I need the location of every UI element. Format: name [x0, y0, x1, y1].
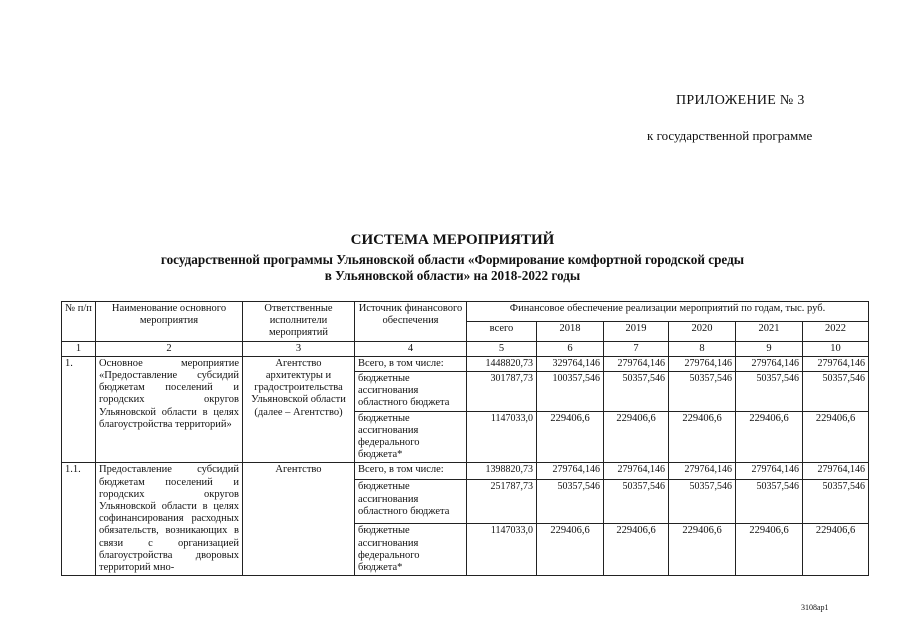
value-year: 279764,146 [669, 463, 736, 480]
value-total: 1448820,73 [467, 356, 537, 371]
value-year: 229406,6 [669, 524, 736, 576]
column-number: 9 [736, 341, 803, 356]
value-year: 229406,6 [803, 524, 869, 576]
document-title: СИСТЕМА МЕРОПРИЯТИЙ [350, 232, 555, 248]
funding-source: бюджетные ассигнования областного бюджета [355, 372, 467, 412]
column-number: 1 [62, 341, 96, 356]
responsible: Агентство [243, 463, 355, 576]
value-year: 279764,146 [537, 463, 604, 480]
table-row [62, 463, 869, 480]
value-total: 1398820,73 [467, 463, 537, 480]
header-responsible: Ответственные исполнители мероприятий [243, 302, 355, 342]
measure-name: Основное мероприятие «Предоставление субсидий бюджетам поселений и городских округов Ульяновской области в целях благоустройства территорий» [96, 356, 243, 463]
column-number: 3 [243, 341, 355, 356]
funding-source: бюджетные ассигнования областного бюджета [355, 480, 467, 524]
column-number: 2 [96, 341, 243, 356]
column-number: 10 [803, 341, 869, 356]
value-year: 50357,546 [537, 480, 604, 524]
value-year: 50357,546 [604, 372, 669, 412]
value-year: 279764,146 [736, 356, 803, 371]
subtitle-line-1: государственной программы Ульяновской области «Формирование комфортной городской среды [160, 252, 745, 267]
funding-source: Всего, в том числе: [355, 463, 467, 480]
subtitle-line-2: в Ульяновской области» на 2018-2022 годы [324, 268, 581, 283]
value-year: 279764,146 [803, 356, 869, 371]
value-year: 279764,146 [669, 356, 736, 371]
value-year: 50357,546 [604, 480, 669, 524]
value-year: 50357,546 [736, 372, 803, 412]
value-year: 279764,146 [803, 463, 869, 480]
value-year: 329764,146 [537, 356, 604, 371]
value-year: 229406,6 [803, 411, 869, 463]
column-number: 7 [604, 341, 669, 356]
value-year: 50357,546 [669, 480, 736, 524]
value-year: 279764,146 [736, 463, 803, 480]
measures-table [61, 301, 869, 576]
row-number: 1. [62, 356, 96, 463]
value-year: 229406,6 [736, 411, 803, 463]
value-year: 229406,6 [604, 524, 669, 576]
value-total: 1147033,0 [467, 411, 537, 463]
measure-name: Предоставление субсидий бюджетам поселений и городских округов Ульяновской области в целях софинансирования расходных обязательств, возникающих в связи с организацией благоустройства дворовых территорий мно- [96, 463, 243, 576]
column-number: 4 [355, 341, 467, 356]
value-total: 251787,73 [467, 480, 537, 524]
table-row [62, 356, 869, 371]
footer-code: 3108ap1 [801, 603, 829, 612]
row-number: 1.1. [62, 463, 96, 576]
funding-source: бюджетные ассигнования федерального бюджета* [355, 411, 467, 463]
column-number: 5 [467, 341, 537, 356]
value-year: 229406,6 [537, 411, 604, 463]
funding-source: бюджетные ассигнования федерального бюджета* [355, 524, 467, 576]
value-year: 100357,546 [537, 372, 604, 412]
value-year: 279764,146 [604, 463, 669, 480]
value-year: 50357,546 [669, 372, 736, 412]
value-total: 301787,73 [467, 372, 537, 412]
header-num: № п/п [62, 302, 96, 342]
appendix-label: ПРИЛОЖЕНИЕ № 3 [676, 93, 805, 108]
column-number: 6 [537, 341, 604, 356]
document-subtitle [0, 252, 905, 284]
value-year: 50357,546 [803, 372, 869, 412]
header-row [62, 302, 869, 322]
responsible: Агентство архитектуры и градостроительства Ульяновской области (далее – Агентство) [243, 356, 355, 463]
header-year: 2022 [803, 321, 869, 341]
header-year: 2018 [537, 321, 604, 341]
value-year: 229406,6 [669, 411, 736, 463]
column-number-row [62, 341, 869, 356]
value-total: 1147033,0 [467, 524, 537, 576]
value-year: 229406,6 [736, 524, 803, 576]
value-year: 279764,146 [604, 356, 669, 371]
appendix-subtitle: к государственной программе [647, 128, 813, 143]
header-year: 2020 [669, 321, 736, 341]
header-finance: Финансовое обеспечение реализации мероприятий по годам, тыс. руб. [467, 302, 869, 322]
header-year: 2021 [736, 321, 803, 341]
header-name: Наименование основного мероприятия [96, 302, 243, 342]
funding-source: Всего, в том числе: [355, 356, 467, 371]
value-year: 229406,6 [537, 524, 604, 576]
header-year: 2019 [604, 321, 669, 341]
value-year: 229406,6 [604, 411, 669, 463]
header-source: Источник финансового обеспечения [355, 302, 467, 342]
value-year: 50357,546 [736, 480, 803, 524]
column-number: 8 [669, 341, 736, 356]
header-total: всего [467, 321, 537, 341]
value-year: 50357,546 [803, 480, 869, 524]
